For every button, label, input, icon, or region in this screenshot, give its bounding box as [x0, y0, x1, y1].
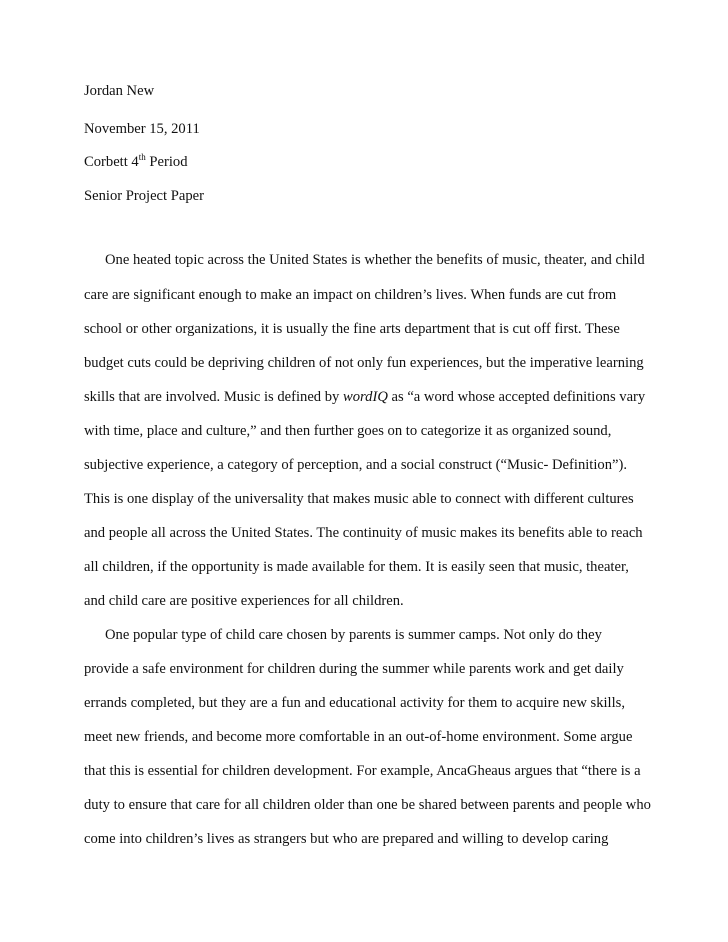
paragraph-line — [84, 388, 645, 406]
paragraph-line: This is one display of the universality that makes music able to connect with different cultures — [84, 491, 634, 507]
paragraph-line: meet new friends, and become more comfortable in an out-of-home environment. Some argue — [84, 729, 633, 745]
paragraph-line: budget cuts could be depriving children of not only fun experiences, but the imperative learning — [84, 355, 644, 371]
class-prefix: Corbett 4 — [84, 154, 139, 170]
paragraph-line: provide a safe environment for children during the summer while parents work and get daily — [84, 661, 624, 677]
paragraph-line: care are significant enough to make an impact on children’s lives. When funds are cut from — [84, 287, 617, 303]
paragraph-line: subjective experience, a category of perception, and a social construct (“Music- Definition”). — [84, 457, 627, 473]
paragraph-line: and child care are positive experiences for all children. — [84, 593, 404, 609]
date-line: November 15, 2011 — [84, 121, 200, 137]
paragraph-line: One popular type of child care chosen by parents is summer camps. Not only do they — [105, 627, 602, 643]
italic-source: wordIQ — [343, 389, 388, 405]
paragraph-line: and people all across the United States. The continuity of music makes its benefits able to reach — [84, 525, 643, 541]
paragraph-line: errands completed, but they are a fun and educational activity for them to acquire new skills, — [84, 695, 625, 711]
class-suffix: Period — [145, 154, 188, 170]
paragraph-line: come into children’s lives as strangers but who are prepared and willing to develop caring — [84, 831, 609, 847]
line-part: skills that are involved. Music is defined by — [84, 389, 343, 405]
class-superscript: th — [138, 152, 146, 162]
paragraph-line: duty to ensure that care for all children older than one be shared between parents and people who — [84, 797, 651, 813]
paper-title: Senior Project Paper — [84, 188, 204, 204]
paragraph-line: school or other organizations, it is usually the fine arts department that is cut off first. These — [84, 321, 620, 337]
paragraph-line: One heated topic across the United States is whether the benefits of music, theater, and child — [105, 252, 645, 268]
class-line — [84, 153, 188, 171]
paragraph-line: with time, place and culture,” and then further goes on to categorize it as organized sound, — [84, 423, 612, 439]
line-part: as “a word whose accepted definitions vary — [387, 389, 646, 405]
paragraph-line: that this is essential for children development. For example, AncaGheaus argues that “there is a — [84, 763, 641, 779]
author-name: Jordan New — [84, 83, 155, 99]
paragraph-line: all children, if the opportunity is made available for them. It is easily seen that music, theater, — [84, 559, 629, 575]
